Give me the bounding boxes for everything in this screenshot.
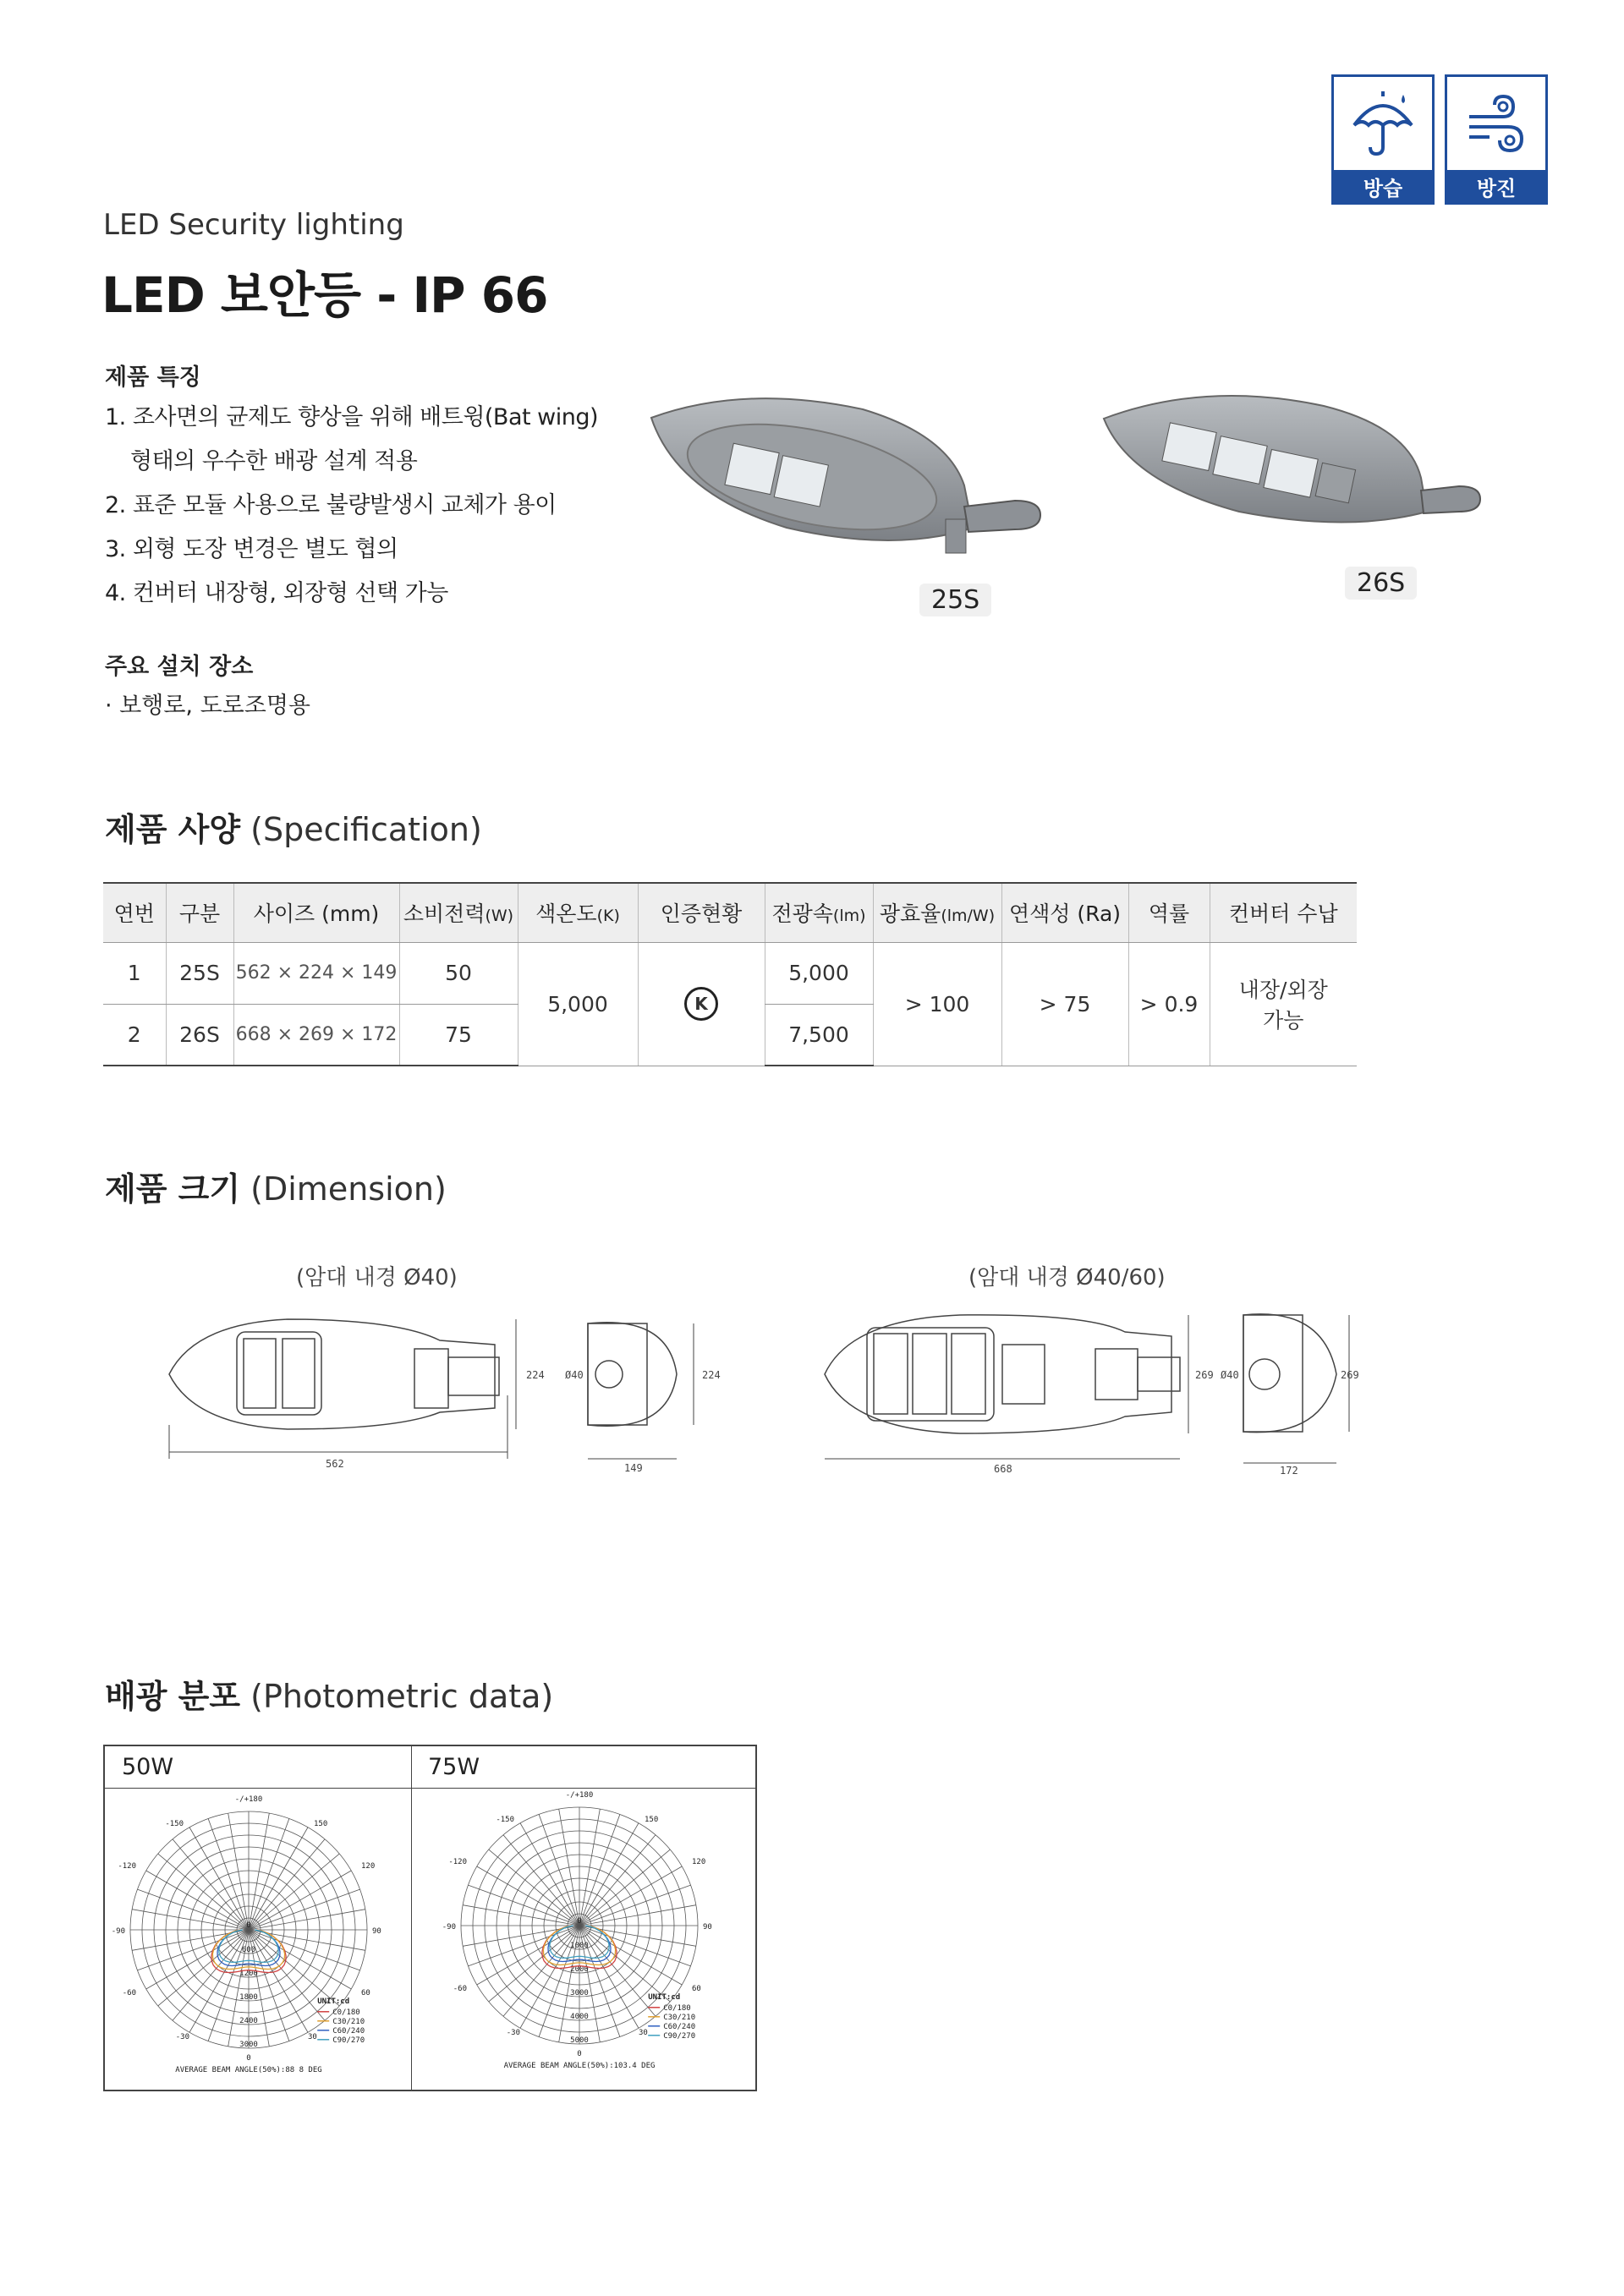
col-header: 광효율(lm/W) — [873, 883, 1001, 942]
polar-angle-label: 60 — [361, 1989, 370, 1997]
polar-angle-label: -90 — [442, 1923, 456, 1932]
polar-angle-label: -120 — [118, 1862, 136, 1871]
umbrella-icon — [1347, 88, 1418, 159]
cell-flux: 7,500 — [765, 1004, 873, 1066]
polar-angle-label: -150 — [165, 1819, 184, 1828]
beam-angle-label: AVERAGE BEAM ANGLE(50%):88 8 DEG — [175, 2066, 322, 2074]
polar-ring-label: 600 — [241, 1946, 256, 1954]
dim-height-label: 224 — [526, 1369, 545, 1381]
polar-angle-label: -30 — [506, 2028, 520, 2037]
polar-ring-label: 1800 — [239, 1993, 258, 2002]
polar-angle-label: -60 — [453, 1985, 467, 1993]
col-header: 연번 — [103, 883, 166, 942]
dim-caption-right: (암대 내경 Ø40/60) — [968, 1265, 1166, 1290]
dim-caption-left: (암대 내경 Ø40) — [296, 1265, 458, 1290]
polar-ring-label: 4000 — [570, 2013, 589, 2021]
col-header: 연색성 (Ra) — [1001, 883, 1128, 942]
features-heading: 제품 특징 — [105, 364, 201, 391]
polar-angle-label: -120 — [448, 1858, 467, 1867]
photo-caption-26s: 26S — [1345, 567, 1417, 600]
legend-entry: C60/240 — [663, 2022, 696, 2031]
legend-entry: C60/240 — [332, 2026, 365, 2036]
polar-angle-label: -/+180 — [565, 1791, 594, 1800]
polar-ring-label: 3000 — [239, 2041, 258, 2049]
col-header: 색온도(K) — [518, 883, 638, 942]
kc-cert-icon: K — [684, 987, 718, 1021]
legend-entry: C30/210 — [332, 2017, 365, 2026]
polar-angle-label: 150 — [645, 1815, 659, 1824]
feature-badges — [1331, 74, 1548, 205]
dim-height-side-label: 269 — [1341, 1369, 1359, 1381]
install-heading: 주요 설치 장소 — [105, 654, 254, 680]
feature-item: 1. 조사면의 균제도 향상을 위해 배트윙(Bat wing) — [105, 404, 599, 430]
polar-angle-label: 30 — [308, 2032, 317, 2041]
polar-grid — [461, 1807, 698, 2044]
legend-entry: C90/270 — [332, 2036, 365, 2045]
polar-angle-label: -90 — [111, 1927, 125, 1936]
polar-angle-label: 60 — [692, 1985, 701, 1993]
product-photo-25s — [643, 392, 1083, 587]
photometric-label-50w: 50W — [105, 1746, 411, 1789]
polar-ring-label: 3000 — [570, 1989, 589, 1997]
dust-wind-icon — [1461, 88, 1532, 159]
cell-cert — [638, 942, 765, 1066]
polar-center-label: 0 — [246, 1921, 251, 1930]
spec-table — [103, 882, 1357, 1066]
cell-power: 50 — [399, 942, 518, 1004]
dimension-heading-bold: 제품 크기 — [105, 1170, 241, 1208]
photometric-heading — [105, 1670, 553, 1717]
beam-angle-label: AVERAGE BEAM ANGLE(50%):103.4 DEG — [503, 2062, 656, 2070]
dim-height-label: 269 — [1195, 1369, 1214, 1381]
page-title: LED 보안등 - IP 66 — [102, 266, 548, 324]
cell-type: 26S — [166, 1004, 233, 1066]
polar-angle-label: 30 — [639, 2028, 648, 2037]
cell-no: 2 — [103, 1004, 166, 1066]
spec-heading-light: (Specification) — [250, 811, 482, 848]
dimension-heading-light: (Dimension) — [250, 1170, 447, 1208]
feature-item: 형태의 우수한 배광 설계 적용 — [130, 448, 418, 474]
polar-angle-label: 120 — [692, 1858, 706, 1867]
feature-item: 3. 외형 도장 변경은 별도 협의 — [105, 536, 398, 562]
dim-length-label: 668 — [994, 1463, 1012, 1475]
cell-size: 668 × 269 × 172 — [233, 1004, 399, 1066]
cell-type: 25S — [166, 942, 233, 1004]
polar-center-label: 0 — [577, 1917, 582, 1926]
badge-label-moisture: 방습 — [1334, 170, 1432, 202]
dim-pipe-label: Ø40 — [1221, 1369, 1239, 1381]
cell-pf: > 0.9 — [1128, 942, 1210, 1066]
polar-angle-label: 0 — [577, 2050, 582, 2058]
legend-entry: C30/210 — [663, 2013, 696, 2022]
polar-ring-label: 5000 — [570, 2036, 589, 2045]
dim-height-side-label: 224 — [702, 1369, 721, 1381]
cell-cct: 5,000 — [518, 942, 638, 1066]
badge-label-dust: 방진 — [1447, 170, 1545, 202]
table-row — [103, 942, 1357, 1004]
dim-pipe-label: Ø40 — [565, 1369, 584, 1381]
spec-heading-bold: 제품 사양 — [105, 811, 241, 848]
photo-caption-25s: 25S — [919, 584, 991, 616]
col-header: 소비전력(W) — [399, 883, 518, 942]
col-header: 전광속(lm) — [765, 883, 873, 942]
dim-length-label: 562 — [326, 1458, 344, 1470]
cell-flux: 5,000 — [765, 942, 873, 1004]
page-subtitle: LED Security lighting — [103, 208, 404, 242]
features-list — [105, 396, 646, 616]
cell-cri: > 75 — [1001, 942, 1128, 1066]
legend-entry: C0/180 — [663, 2003, 691, 2013]
polar-ring-label: 2000 — [570, 1965, 589, 1974]
polar-ring-label: 1200 — [239, 1970, 258, 1978]
spec-heading — [105, 803, 482, 850]
col-header: 컨버터 수납 — [1210, 883, 1357, 942]
polar-ring-label: 2400 — [239, 2017, 258, 2025]
polar-angle-label: 0 — [246, 2054, 251, 2063]
col-header: 구분 — [166, 883, 233, 942]
cell-power: 75 — [399, 1004, 518, 1066]
product-photo-26s — [1095, 385, 1493, 571]
photometric-box — [103, 1745, 757, 2091]
polar-angle-label: 150 — [314, 1819, 328, 1828]
col-header: 사이즈 (mm) — [233, 883, 399, 942]
polar-angle-label: 120 — [361, 1862, 376, 1871]
legend-entry: C0/180 — [332, 2008, 360, 2017]
dimension-drawing-25s — [161, 1298, 721, 1476]
cell-converter: 내장/외장 가능 — [1210, 942, 1357, 1066]
photometric-heading-bold: 배광 분포 — [105, 1678, 241, 1715]
polar-grid — [130, 1811, 367, 2048]
legend-entry: C90/270 — [663, 2031, 696, 2041]
polar-angle-label: 90 — [703, 1923, 712, 1932]
feature-item: 2. 표준 모듈 사용으로 불량발생시 교체가 용이 — [105, 492, 557, 518]
col-header: 인증현황 — [638, 883, 765, 942]
cell-no: 1 — [103, 942, 166, 1004]
polar-ring-label: 1000 — [570, 1942, 589, 1950]
polar-angle-label: -/+180 — [234, 1795, 263, 1804]
photometric-heading-light: (Photometric data) — [250, 1678, 554, 1715]
polar-angle-label: -150 — [496, 1815, 514, 1824]
polar-unit-label: UNIT:cd — [648, 1992, 681, 2002]
dim-depth-label: 149 — [624, 1462, 643, 1474]
polar-angle-label: -30 — [175, 2032, 189, 2041]
cell-efficacy: > 100 — [873, 942, 1001, 1066]
polar-angle-label: -60 — [122, 1989, 136, 1997]
spec-header-row — [103, 883, 1357, 942]
polar-chart-75w — [412, 1790, 757, 2091]
dimension-heading — [105, 1163, 447, 1209]
photometric-label-75w: 75W — [411, 1746, 757, 1789]
polar-chart-50w — [105, 1790, 409, 2091]
badge-dust-proof — [1445, 74, 1548, 205]
dim-depth-label: 172 — [1280, 1465, 1298, 1477]
col-header: 역률 — [1128, 883, 1210, 942]
cell-size: 562 × 224 × 149 — [233, 942, 399, 1004]
badge-moisture-proof — [1331, 74, 1435, 205]
dimension-drawing-26s — [816, 1290, 1358, 1476]
install-item: · 보행로, 도로조명용 — [105, 693, 310, 719]
feature-item: 4. 컨버터 내장형, 외장형 선택 가능 — [105, 580, 448, 606]
polar-unit-label: UNIT:cd — [317, 1997, 350, 2006]
polar-angle-label: 90 — [372, 1927, 381, 1936]
